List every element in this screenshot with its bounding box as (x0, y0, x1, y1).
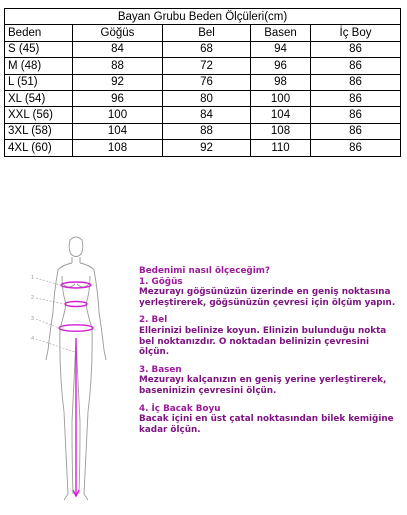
guide-step-inseam (139, 404, 401, 436)
table-row (5, 58, 401, 74)
size-chart-table (4, 8, 401, 157)
inseam-cell: 86 (311, 107, 401, 123)
waist-measure-line (65, 302, 87, 307)
table-title: Bayan Grubu Beden Ölçüleri(cm) (5, 9, 401, 25)
size-cell: S (45) (5, 41, 73, 57)
chest-cell: 104 (73, 123, 163, 139)
chest-measure-line (61, 282, 91, 288)
marker-leaders (36, 278, 75, 352)
table-row (5, 41, 401, 57)
hip-cell: 98 (251, 74, 311, 90)
header-beden: Beden (5, 25, 73, 41)
hip-cell: 100 (251, 90, 311, 106)
chest-cell: 92 (73, 74, 163, 90)
step-text: Ellerinizi belinize koyun. Elinizin bulunduğu nokta bel noktanızdır. O noktadan belinizin çevresini ölçün. (139, 325, 387, 358)
marker-4: 4 (31, 336, 35, 342)
inseam-cell: 86 (311, 123, 401, 139)
inseam-cell: 86 (311, 140, 401, 156)
guide-intro: Bedenimi nasıl ölçeceğim? (139, 266, 270, 276)
table-row (5, 123, 401, 139)
body-figure-illustration (26, 232, 126, 512)
marker-2: 2 (31, 295, 35, 301)
header-gogus: Göğüs (73, 25, 163, 41)
hip-cell: 108 (251, 123, 311, 139)
hip-cell: 110 (251, 140, 311, 156)
step-text: Mezurayı göğsünüzün üzerinde en geniş noktasına yerleştirerek, göğsünüzün çevresi için ölçüm yapın. (139, 287, 396, 308)
step-title: 1. Göğüs (139, 276, 183, 287)
guide-step-hip (139, 365, 401, 397)
chest-cell: 88 (73, 58, 163, 74)
step-text: Bacak içini en üst çatal noktasından bilek kemiğine kadar ölçün. (139, 414, 394, 435)
size-cell: 4XL (60) (5, 140, 73, 156)
table-row (5, 74, 401, 90)
waist-cell: 68 (163, 41, 251, 57)
table-row (5, 107, 401, 123)
size-cell: L (51) (5, 74, 73, 90)
size-cell: XL (54) (5, 90, 73, 106)
marker-1: 1 (31, 275, 35, 281)
waist-cell: 92 (163, 140, 251, 156)
waist-cell: 76 (163, 74, 251, 90)
size-cell: 3XL (58) (5, 123, 73, 139)
inseam-cell: 86 (311, 90, 401, 106)
header-basen: Basen (251, 25, 311, 41)
step-title: 4. İç Bacak Boyu (139, 403, 221, 414)
chest-cell: 100 (73, 107, 163, 123)
table-row (5, 90, 401, 106)
waist-cell: 80 (163, 90, 251, 106)
guide-step-waist (139, 315, 401, 357)
step-title: 3. Basen (139, 364, 182, 375)
step-text: Mezurayı kalçanızın en geniş yerine yerleştirerek, baseninizin çevresini ölçün. (139, 375, 387, 396)
table-header-row (5, 25, 401, 41)
waist-cell: 88 (163, 123, 251, 139)
chest-cell: 84 (73, 41, 163, 57)
step-title: 2. Bel (139, 315, 168, 326)
marker-labels (31, 275, 34, 342)
header-ic-boy: İç Boy (311, 25, 401, 41)
hip-cell: 104 (251, 107, 311, 123)
measurement-guide (139, 266, 401, 435)
hip-cell: 96 (251, 58, 311, 74)
waist-cell: 72 (163, 58, 251, 74)
inseam-cell: 86 (311, 41, 401, 57)
marker-3: 3 (31, 316, 35, 322)
header-bel: Bel (163, 25, 251, 41)
hip-cell: 94 (251, 41, 311, 57)
inseam-cell: 86 (311, 58, 401, 74)
guide-step-chest (139, 277, 401, 309)
table-row (5, 140, 401, 156)
inseam-cell: 86 (311, 74, 401, 90)
waist-cell: 84 (163, 107, 251, 123)
chest-cell: 108 (73, 140, 163, 156)
size-cell: XXL (56) (5, 107, 73, 123)
chest-cell: 96 (73, 90, 163, 106)
size-cell: M (48) (5, 58, 73, 74)
hip-measure-line (59, 325, 93, 331)
